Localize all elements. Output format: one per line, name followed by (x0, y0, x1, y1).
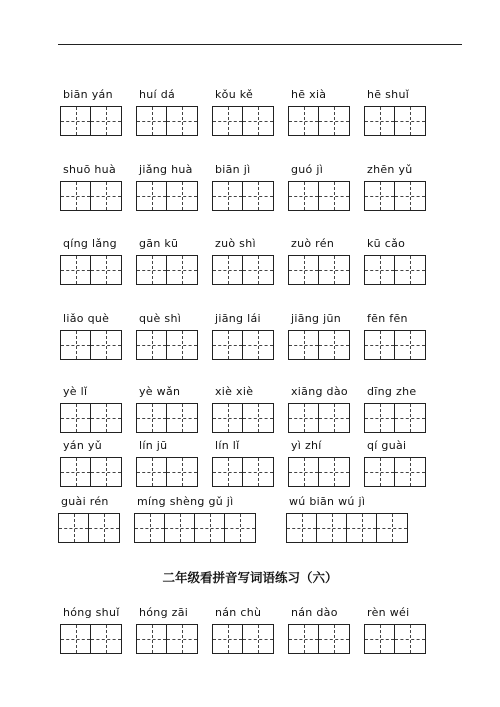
tianzige-writing-grid[interactable] (288, 181, 350, 211)
writing-cell[interactable] (395, 458, 425, 486)
writing-cell[interactable] (243, 107, 273, 135)
tianzige-writing-grid[interactable] (60, 624, 122, 654)
pinyin-label: nán chù (215, 606, 262, 619)
tianzige-writing-grid[interactable] (286, 513, 408, 543)
writing-cell[interactable] (91, 404, 121, 432)
writing-cell[interactable] (167, 107, 197, 135)
tianzige-writing-grid[interactable] (136, 106, 198, 136)
pinyin-label: hē shuǐ (367, 88, 410, 101)
pinyin-label: míng shèng gǔ jì (137, 495, 234, 508)
tianzige-writing-grid[interactable] (288, 106, 350, 136)
pinyin-label: liǎo què (63, 312, 110, 325)
writing-cell[interactable] (289, 182, 319, 210)
tianzige-writing-grid[interactable] (136, 181, 198, 211)
writing-cell[interactable] (395, 625, 425, 653)
tianzige-writing-grid[interactable] (134, 513, 256, 543)
writing-cell[interactable] (167, 458, 197, 486)
pinyin-label: hē xià (291, 88, 327, 101)
pinyin-label: yì zhí (291, 439, 322, 452)
tianzige-writing-grid[interactable] (136, 457, 198, 487)
writing-cell[interactable] (365, 107, 395, 135)
writing-cell[interactable] (287, 514, 317, 542)
writing-cell[interactable] (289, 458, 319, 486)
tianzige-writing-grid[interactable] (288, 255, 350, 285)
tianzige-writing-grid[interactable] (212, 624, 274, 654)
tianzige-writing-grid[interactable] (212, 403, 274, 433)
writing-cell[interactable] (165, 514, 195, 542)
writing-cell[interactable] (195, 514, 225, 542)
writing-cell[interactable] (319, 331, 349, 359)
writing-cell[interactable] (167, 404, 197, 432)
pinyin-label: yè lǐ (63, 385, 88, 398)
pinyin-label: jiāng jūn (291, 312, 342, 325)
writing-cell[interactable] (213, 625, 243, 653)
writing-cell[interactable] (91, 182, 121, 210)
writing-cell[interactable] (365, 182, 395, 210)
tianzige-writing-grid[interactable] (60, 181, 122, 211)
tianzige-writing-grid[interactable] (212, 106, 274, 136)
tianzige-writing-grid[interactable] (212, 181, 274, 211)
tianzige-writing-grid[interactable] (364, 255, 426, 285)
pinyin-label: xiè xiè (215, 385, 254, 398)
writing-cell[interactable] (213, 458, 243, 486)
writing-cell[interactable] (243, 625, 273, 653)
pinyin-label: jiāng lái (215, 312, 261, 325)
writing-cell[interactable] (91, 331, 121, 359)
writing-cell[interactable] (365, 331, 395, 359)
tianzige-writing-grid[interactable] (364, 457, 426, 487)
tianzige-writing-grid[interactable] (60, 457, 122, 487)
writing-cell[interactable] (213, 107, 243, 135)
tianzige-writing-grid[interactable] (212, 330, 274, 360)
pinyin-label: hóng shuǐ (63, 606, 120, 619)
tianzige-writing-grid[interactable] (60, 106, 122, 136)
writing-cell[interactable] (167, 182, 197, 210)
pinyin-label: qíng lǎng (63, 237, 117, 250)
pinyin-label: lín jū (139, 439, 168, 452)
writing-cell[interactable] (225, 514, 255, 542)
tianzige-writing-grid[interactable] (212, 255, 274, 285)
tianzige-writing-grid[interactable] (136, 330, 198, 360)
writing-cell[interactable] (319, 256, 349, 284)
tianzige-writing-grid[interactable] (60, 255, 122, 285)
writing-cell[interactable] (243, 331, 273, 359)
writing-cell[interactable] (213, 256, 243, 284)
tianzige-writing-grid[interactable] (58, 513, 120, 543)
writing-cell[interactable] (319, 182, 349, 210)
writing-cell[interactable] (289, 331, 319, 359)
writing-cell[interactable] (377, 514, 407, 542)
pinyin-label: huí dá (139, 88, 176, 101)
writing-cell[interactable] (91, 107, 121, 135)
tianzige-writing-grid[interactable] (288, 457, 350, 487)
writing-cell[interactable] (61, 458, 91, 486)
pinyin-label: guó jì (291, 163, 324, 176)
writing-cell[interactable] (243, 182, 273, 210)
pinyin-label: zhēn yǔ (367, 163, 413, 176)
pinyin-label: dīng zhe (367, 385, 417, 398)
writing-cell[interactable] (61, 182, 91, 210)
tianzige-writing-grid[interactable] (136, 624, 198, 654)
writing-cell[interactable] (319, 625, 349, 653)
tianzige-writing-grid[interactable] (364, 403, 426, 433)
writing-cell[interactable] (213, 331, 243, 359)
pinyin-label: zuò shì (215, 237, 256, 250)
writing-cell[interactable] (243, 256, 273, 284)
pinyin-label: shuō huà (63, 163, 116, 176)
tianzige-writing-grid[interactable] (364, 106, 426, 136)
pinyin-label: yè wǎn (139, 385, 181, 398)
writing-cell[interactable] (319, 458, 349, 486)
pinyin-label: yán yǔ (63, 439, 103, 452)
writing-cell[interactable] (365, 625, 395, 653)
writing-cell[interactable] (137, 256, 167, 284)
writing-cell[interactable] (91, 256, 121, 284)
top-rule (58, 44, 462, 45)
pinyin-label: gān kū (139, 237, 179, 250)
writing-cell[interactable] (319, 404, 349, 432)
writing-cell[interactable] (59, 514, 89, 542)
writing-cell[interactable] (395, 404, 425, 432)
writing-cell[interactable] (213, 182, 243, 210)
tianzige-writing-grid[interactable] (212, 457, 274, 487)
writing-cell[interactable] (137, 107, 167, 135)
tianzige-writing-grid[interactable] (288, 330, 350, 360)
pinyin-label: lín lǐ (215, 439, 240, 452)
writing-cell[interactable] (167, 625, 197, 653)
pinyin-label: rèn wéi (367, 606, 410, 619)
writing-cell[interactable] (213, 404, 243, 432)
writing-cell[interactable] (61, 625, 91, 653)
writing-cell[interactable] (365, 458, 395, 486)
writing-cell[interactable] (395, 107, 425, 135)
pinyin-label: biān yán (63, 88, 113, 101)
pinyin-label: nán dào (291, 606, 338, 619)
writing-cell[interactable] (365, 404, 395, 432)
pinyin-label: qí guài (367, 439, 407, 452)
tianzige-writing-grid[interactable] (136, 255, 198, 285)
pinyin-label: hóng zāi (139, 606, 189, 619)
writing-cell[interactable] (61, 256, 91, 284)
writing-cell[interactable] (289, 625, 319, 653)
writing-cell[interactable] (89, 514, 119, 542)
writing-cell[interactable] (137, 458, 167, 486)
tianzige-writing-grid[interactable] (288, 403, 350, 433)
writing-cell[interactable] (137, 625, 167, 653)
writing-cell[interactable] (243, 404, 273, 432)
pinyin-label: zuò rén (291, 237, 335, 250)
pinyin-label: jiǎng huà (139, 163, 193, 176)
writing-cell[interactable] (137, 331, 167, 359)
writing-cell[interactable] (395, 331, 425, 359)
writing-cell[interactable] (91, 625, 121, 653)
pinyin-label: què shì (139, 312, 182, 325)
writing-cell[interactable] (289, 404, 319, 432)
pinyin-label: fēn fēn (367, 312, 408, 325)
writing-cell[interactable] (365, 256, 395, 284)
writing-cell[interactable] (395, 256, 425, 284)
writing-cell[interactable] (137, 404, 167, 432)
tianzige-writing-grid[interactable] (136, 403, 198, 433)
pinyin-label: biān jì (215, 163, 251, 176)
writing-cell[interactable] (137, 182, 167, 210)
tianzige-writing-grid[interactable] (364, 181, 426, 211)
writing-cell[interactable] (243, 458, 273, 486)
writing-cell[interactable] (289, 256, 319, 284)
tianzige-writing-grid[interactable] (364, 330, 426, 360)
pinyin-label: wú biān wú jì (289, 495, 366, 508)
writing-cell[interactable] (317, 514, 347, 542)
writing-cell[interactable] (289, 107, 319, 135)
tianzige-writing-grid[interactable] (288, 624, 350, 654)
writing-cell[interactable] (319, 107, 349, 135)
pinyin-label: guài rén (61, 495, 109, 508)
tianzige-writing-grid[interactable] (60, 330, 122, 360)
writing-cell[interactable] (61, 107, 91, 135)
pinyin-label: xiāng dào (291, 385, 348, 398)
writing-cell[interactable] (91, 458, 121, 486)
writing-cell[interactable] (167, 331, 197, 359)
writing-cell[interactable] (135, 514, 165, 542)
writing-cell[interactable] (347, 514, 377, 542)
pinyin-label: kǒu kě (215, 88, 254, 101)
writing-cell[interactable] (395, 182, 425, 210)
tianzige-writing-grid[interactable] (364, 624, 426, 654)
writing-cell[interactable] (61, 404, 91, 432)
section-title: 二年级看拼音写词语练习（六） (162, 570, 338, 585)
writing-cell[interactable] (61, 331, 91, 359)
tianzige-writing-grid[interactable] (60, 403, 122, 433)
writing-cell[interactable] (167, 256, 197, 284)
pinyin-label: kū cǎo (367, 237, 406, 250)
